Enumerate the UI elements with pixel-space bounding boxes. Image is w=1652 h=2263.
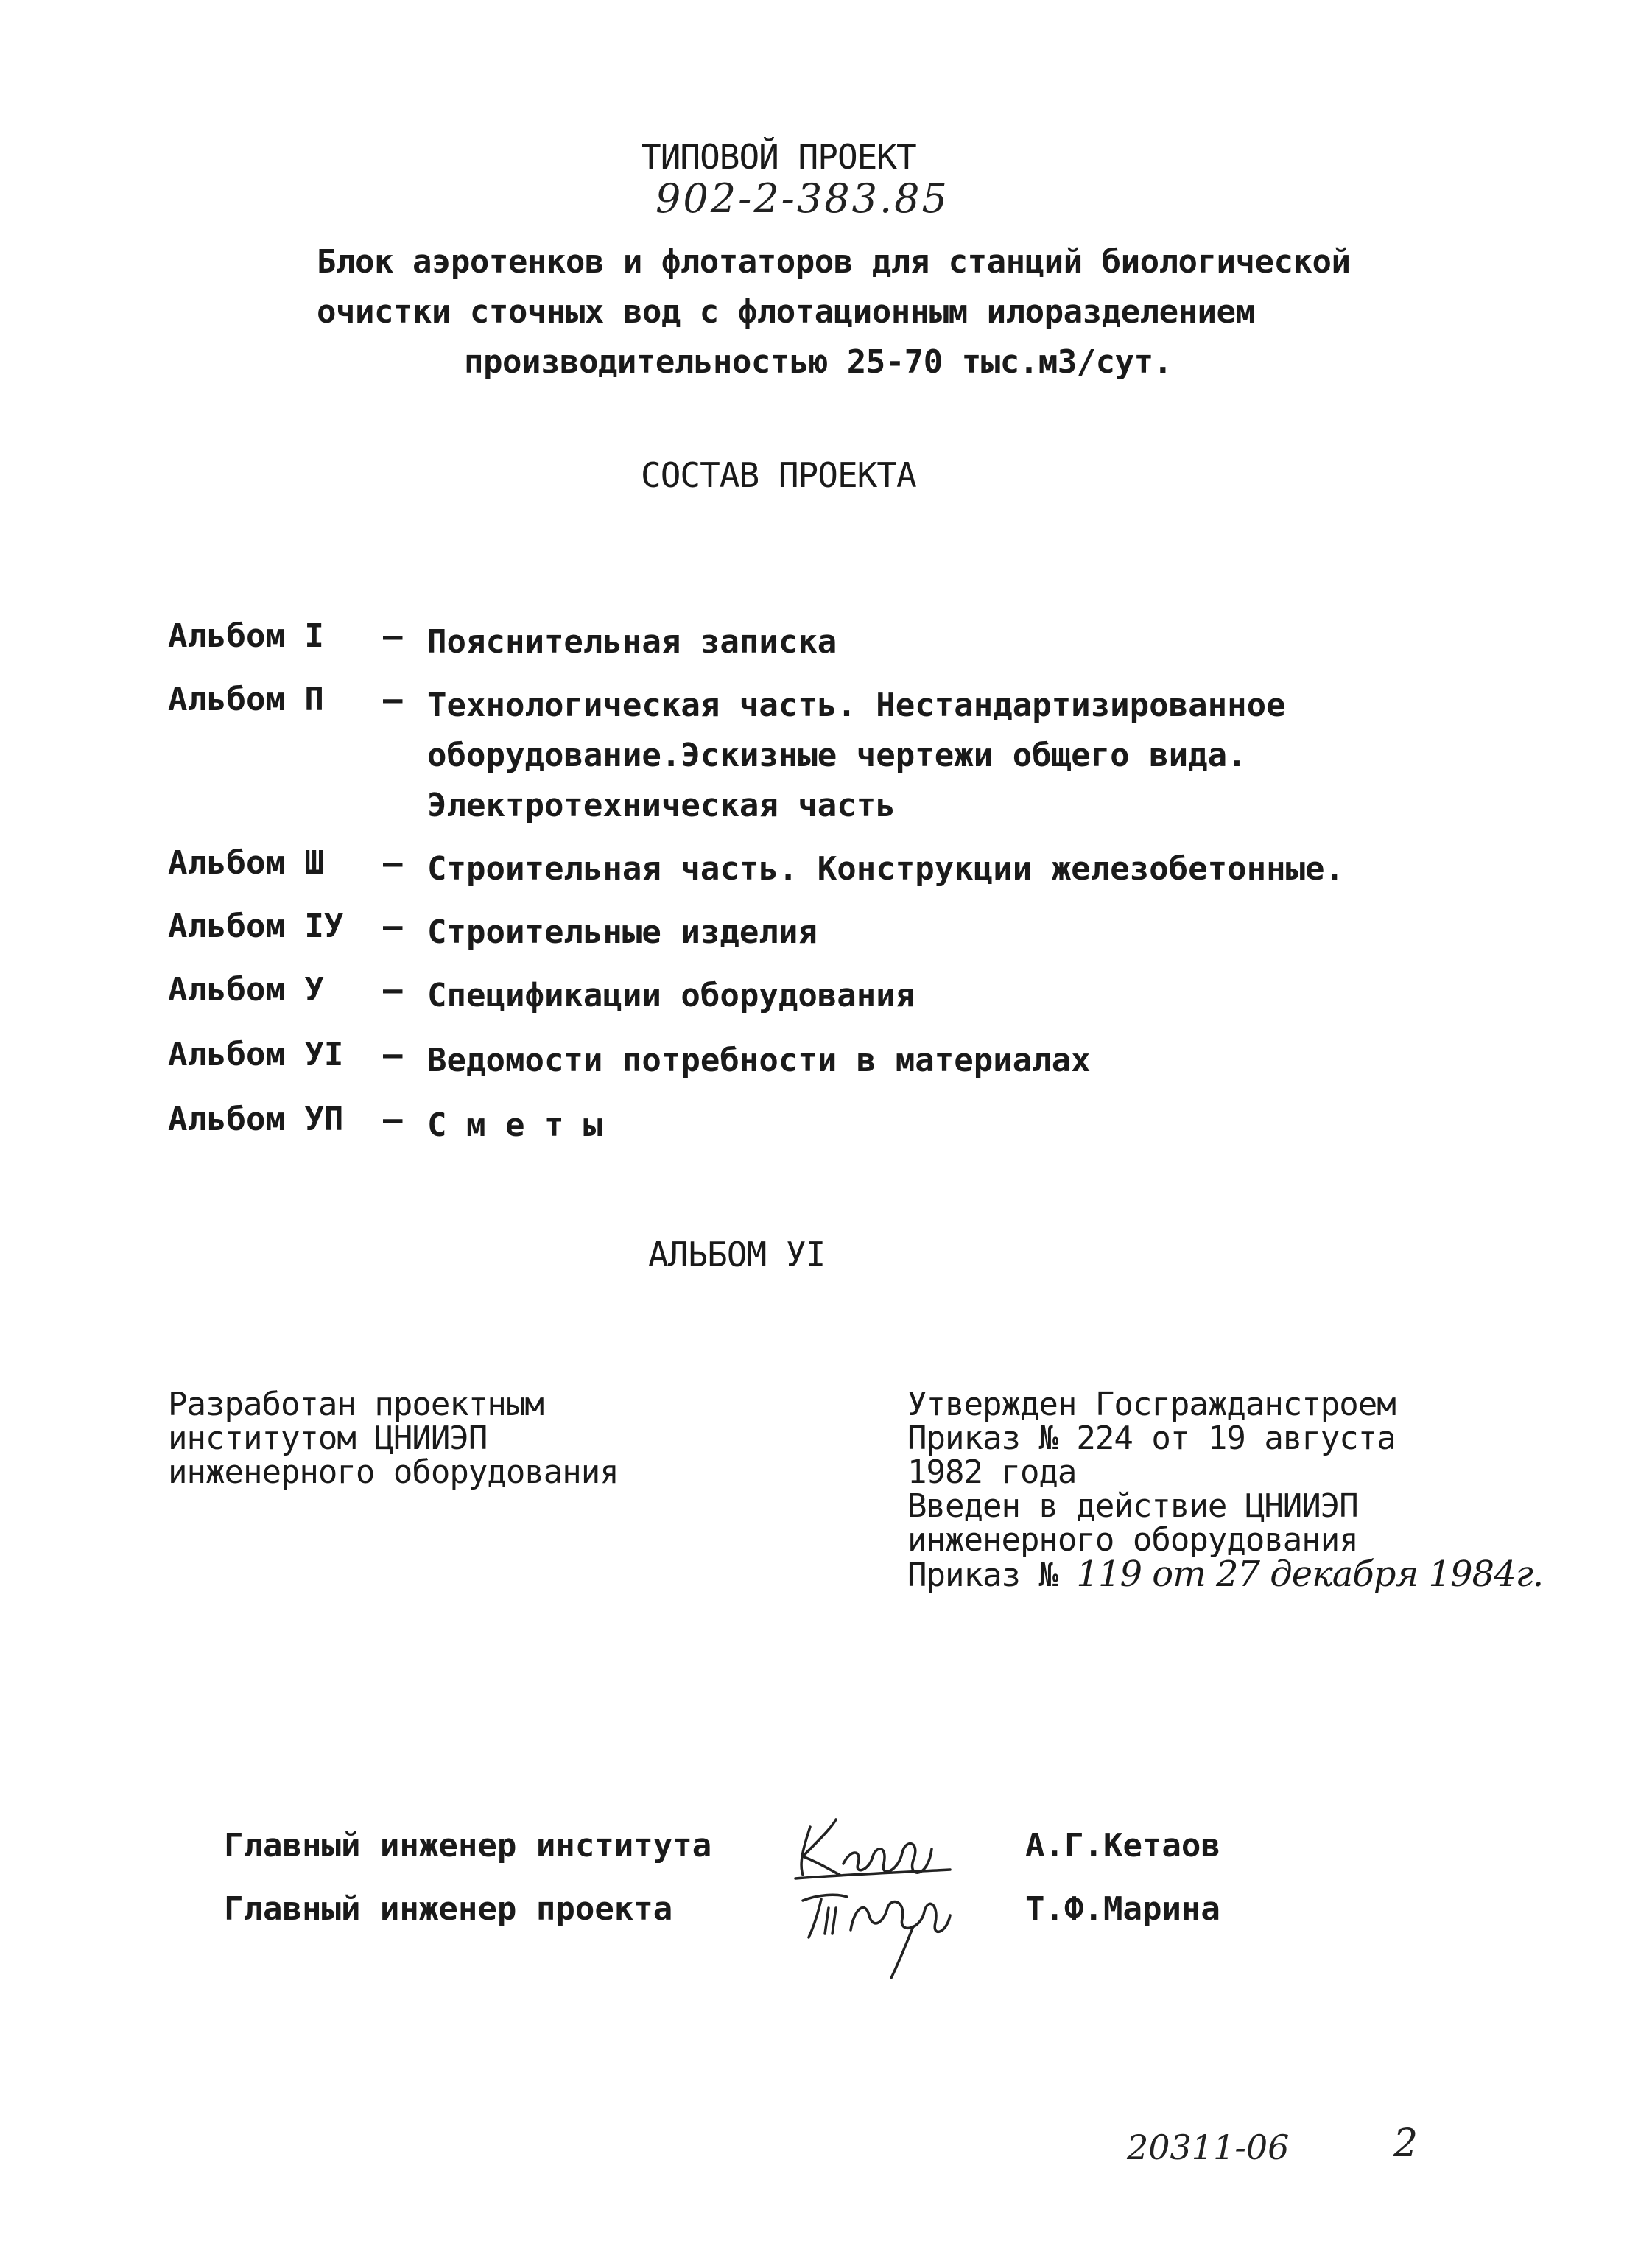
album-name: Альбом I xyxy=(168,617,324,655)
signature-stroke xyxy=(803,1895,847,1937)
composition-title: СОСТАВ ПРОЕКТА xyxy=(641,455,916,495)
album-description-line: Технологическая часть. Нестандартизированное xyxy=(427,687,1286,724)
approval-line: Приказ № 224 от 19 августа xyxy=(907,1420,1396,1457)
series-title: ТИПОВОЙ ПРОЕКТ xyxy=(641,137,916,177)
signature-stroke xyxy=(851,1902,950,1932)
signature-stroke xyxy=(891,1926,913,1978)
approval-block xyxy=(907,1388,1543,1593)
signature-stroke xyxy=(843,1844,932,1873)
description-line: Блок аэротенков и флотаторов для станций биологической xyxy=(317,243,1351,281)
album-description xyxy=(427,1101,602,1151)
handwritten-signatures xyxy=(781,1805,972,1982)
album-name: Альбом Ш xyxy=(168,844,324,882)
album-dash: – xyxy=(383,908,403,945)
approval-line: 1982 года xyxy=(907,1453,1077,1491)
album-description xyxy=(427,681,1286,831)
album-description xyxy=(427,617,837,667)
archive-code: 20311-06 xyxy=(1127,2127,1290,2167)
album-name: Альбом IУ xyxy=(168,908,344,945)
album-name: Альбом УП xyxy=(168,1101,344,1138)
album-description-line: Строительная часть. Конструкции железобетонные. xyxy=(427,850,1345,888)
signatory-name: Т.Ф.Марина xyxy=(1025,1890,1220,1928)
approval-line: Утвержден Госгражданстроем xyxy=(907,1386,1396,1423)
album-dash: – xyxy=(383,971,403,1008)
developer-line: Разработан проектным xyxy=(168,1386,544,1423)
album-description xyxy=(427,1036,1091,1086)
developer-block xyxy=(168,1388,619,1490)
signatory-name: А.Г.Кетаов xyxy=(1025,1827,1220,1864)
album-description-line: Ведомости потребности в материалах xyxy=(427,1042,1091,1079)
approval-order-line xyxy=(907,1554,1544,1595)
album-dash: – xyxy=(383,1036,403,1073)
album-dash: – xyxy=(383,844,403,882)
developer-line: инженерного оборудования xyxy=(168,1453,619,1491)
album-name: Альбом У xyxy=(168,971,324,1008)
description-line: очистки сточных вод с флотационным илоразделением xyxy=(317,293,1255,331)
page-number: 2 xyxy=(1393,2122,1419,2166)
order-prefix: Приказ № xyxy=(907,1557,1058,1594)
album-description-line: Строительные изделия xyxy=(427,913,818,951)
album-description xyxy=(427,908,818,958)
signatory-role: Главный инженер проекта xyxy=(224,1890,673,1928)
album-dash: – xyxy=(383,1101,403,1138)
album-dash: – xyxy=(383,617,403,655)
approval-line: инженерного оборудования xyxy=(907,1521,1358,1559)
description-line: производительностью 25-70 тыс.м3/сут. xyxy=(464,343,1173,381)
album-description-line: С м е т ы xyxy=(427,1106,603,1144)
album-dash: – xyxy=(383,681,403,718)
album-description xyxy=(427,844,1344,894)
album-description-line: Пояснительная записка xyxy=(427,623,837,661)
developer-line: институтом ЦНИИЭП xyxy=(168,1420,488,1457)
approval-line: Введен в действие ЦНИИЭП xyxy=(907,1487,1358,1525)
project-number: 902-2-383.85 xyxy=(655,175,949,222)
signature-stroke xyxy=(795,1870,950,1878)
album-name: Альбом П xyxy=(168,681,324,718)
album-description-line: Спецификации оборудования xyxy=(427,977,915,1014)
current-album-title: АЛЬБОМ УI xyxy=(648,1235,826,1274)
album-description xyxy=(427,971,915,1021)
handwritten-order-details: 119 от 27 декабря 1984г. xyxy=(1076,1554,1544,1595)
signatory-role: Главный инженер института xyxy=(224,1827,712,1864)
album-description-line: оборудование.Эскизные чертежи общего вида. xyxy=(427,737,1247,774)
album-name: Альбом УI xyxy=(168,1036,344,1073)
signature-stroke xyxy=(801,1820,840,1875)
album-description-line: Электротехническая часть xyxy=(427,787,896,824)
